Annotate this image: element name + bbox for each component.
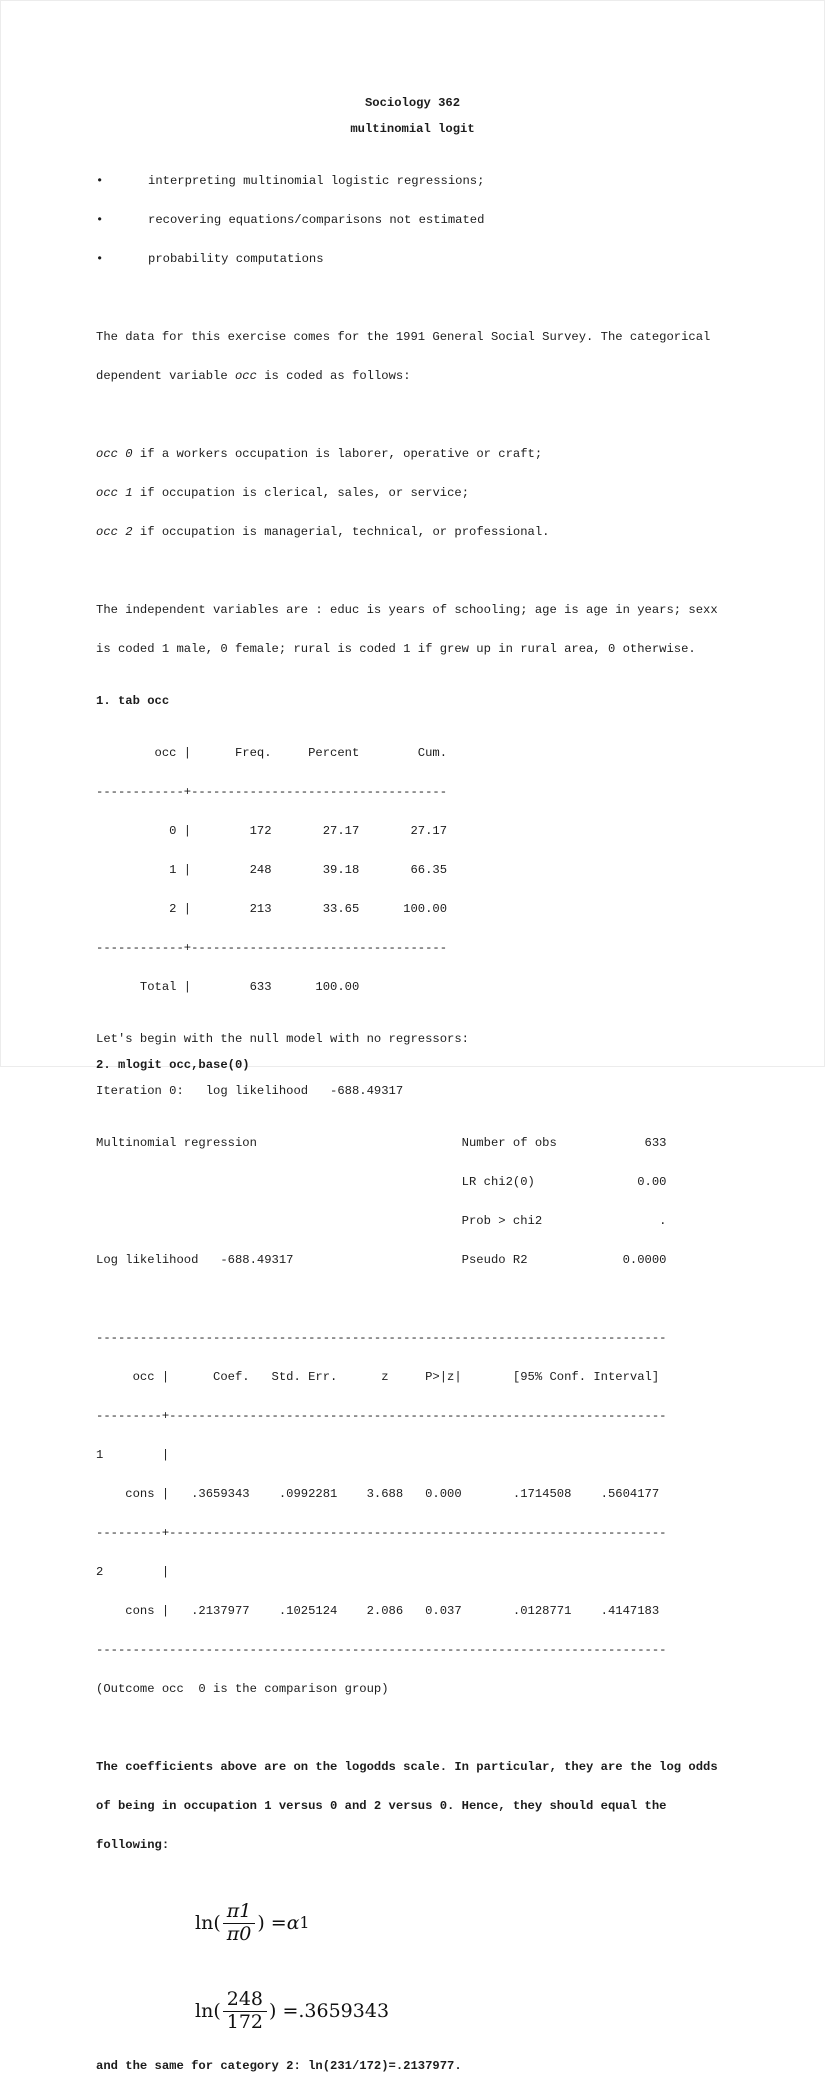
intro-paragraph	[96, 305, 729, 409]
variable-occ0: occ 0	[96, 447, 133, 461]
reg-table-rule: ---------+--------------------------------------------------------------------	[96, 1409, 667, 1423]
formula-value: .3659343	[298, 1999, 390, 2022]
coef-line-1: The coefficients above are on the logodds scale. In particular, they are the log odds	[96, 1760, 718, 1774]
fraction-numerator: π1	[226, 1899, 252, 1922]
bullet-list	[96, 149, 729, 292]
variable-occ: occ	[234, 369, 257, 383]
ln-function: ln(	[195, 1911, 221, 1934]
equals-sign: ) =	[269, 1999, 299, 2022]
model-stats-block	[96, 1111, 729, 1293]
freq-table-total-row: Total | 633 100.00	[96, 980, 360, 994]
command-tab-occ: 1. tab occ	[96, 694, 170, 708]
stats-line: Multinomial regression Number of obs 633	[96, 1136, 667, 1150]
bullet-icon: •	[96, 213, 104, 227]
bullet-item	[96, 214, 729, 227]
intro-line-1: The data for this exercise comes for the 1991 General Social Survey. The categorical	[96, 330, 711, 344]
bullet-text: interpreting multinomial logistic regressions;	[148, 174, 485, 188]
reg-table-rule: ------------------------------------------------------------------------------	[96, 1331, 667, 1345]
reg-table-eq-label: 1 |	[96, 1448, 170, 1462]
freq-table-row: 0 | 172 27.17 27.17	[96, 824, 448, 838]
indep-line-1: The independent variables are : educ is years of schooling; age is age in years; sexx	[96, 603, 718, 617]
freq-table-row: 2 | 213 33.65 100.00	[96, 902, 448, 916]
alpha-subscript: 1	[299, 1913, 310, 1932]
fraction-denominator: 172	[223, 2011, 267, 2034]
bullet-item	[96, 175, 729, 188]
occ-def	[96, 487, 729, 500]
occ-def	[96, 526, 729, 539]
variable-occ1: occ 1	[96, 486, 133, 500]
coef-line-3: following:	[96, 1838, 170, 1852]
freq-table-rule: ------------+-----------------------------------	[96, 941, 448, 955]
command-mlogit: 2. mlogit occ,base(0)	[96, 1058, 250, 1072]
fraction-denominator: π0	[223, 1923, 256, 1946]
intro-text: is coded as follows:	[256, 369, 411, 383]
occ-def-text: if occupation is clerical, sales, or service;	[132, 486, 470, 500]
course-title: Sociology 362	[364, 96, 461, 110]
occ-def-text: if a workers occupation is laborer, operative or craft;	[132, 447, 543, 461]
frequency-table	[96, 721, 729, 1020]
bullet-text: probability computations	[148, 252, 324, 266]
equals-sign: ) =	[257, 1911, 287, 1934]
intro-text: dependent variable	[96, 369, 235, 383]
doc-subtitle: multinomial logit	[350, 122, 475, 136]
logodds-formula	[195, 1896, 729, 1950]
intro-line-2	[96, 370, 729, 383]
closing-note: and the same for category 2: ln(231/172)=.2137977.	[96, 2059, 462, 2073]
numeric-formula	[195, 1986, 729, 2036]
bullet-item	[96, 253, 729, 266]
occ-def-text: if occupation is managerial, technical, or professional.	[132, 525, 550, 539]
reg-table-eq-label: 2 |	[96, 1565, 170, 1579]
bullet-text: recovering equations/comparisons not estimated	[148, 213, 485, 227]
occ-def	[96, 448, 729, 461]
independent-vars-paragraph	[96, 578, 729, 682]
null-model-note: Let's begin with the null model with no regressors:	[96, 1032, 469, 1046]
pi-fraction	[223, 1901, 256, 1946]
ln-function: ln(	[195, 1999, 221, 2022]
stats-line: Prob > chi2 .	[96, 1214, 667, 1228]
reg-table-rule: ------------------------------------------------------------------------------	[96, 1643, 667, 1657]
freq-table-row: 1 | 248 39.18 66.35	[96, 863, 448, 877]
freq-table-header: occ | Freq. Percent Cum.	[96, 746, 448, 760]
reg-table-header: occ | Coef. Std. Err. z P>|z| [95% Conf. Interval]	[96, 1370, 660, 1384]
coef-line-2: of being in occupation 1 versus 0 and 2 versus 0. Hence, they should equal the	[96, 1799, 667, 1813]
indep-line-2: is coded 1 male, 0 female; rural is coded 1 if grew up in rural area, 0 otherwise.	[96, 642, 696, 656]
coefficients-paragraph	[96, 1735, 729, 1878]
fraction-numerator: 248	[226, 1987, 263, 2010]
reg-table-rule: ---------+--------------------------------------------------------------------	[96, 1526, 667, 1540]
reg-table-row: cons | .3659343 .0992281 3.688 0.000 .1714508 .5604177	[96, 1487, 660, 1501]
stats-line: Log likelihood -688.49317 Pseudo R2 0.0000	[96, 1253, 667, 1267]
alpha-symbol: α	[286, 1911, 300, 1934]
occ-coding-list	[96, 422, 729, 565]
bullet-icon: •	[96, 252, 104, 266]
iteration-log: Iteration 0: log likelihood -688.49317	[96, 1084, 404, 1098]
freq-table-rule: ------------+-----------------------------------	[96, 785, 448, 799]
regression-table	[96, 1306, 729, 1722]
bullet-icon: •	[96, 174, 104, 188]
comparison-group-note: (Outcome occ 0 is the comparison group)	[96, 1682, 389, 1696]
count-fraction	[223, 1989, 267, 2034]
stats-line: LR chi2(0) 0.00	[96, 1175, 667, 1189]
reg-table-row: cons | .2137977 .1025124 2.086 0.037 .0128771 .4147183	[96, 1604, 660, 1618]
variable-occ2: occ 2	[96, 525, 133, 539]
